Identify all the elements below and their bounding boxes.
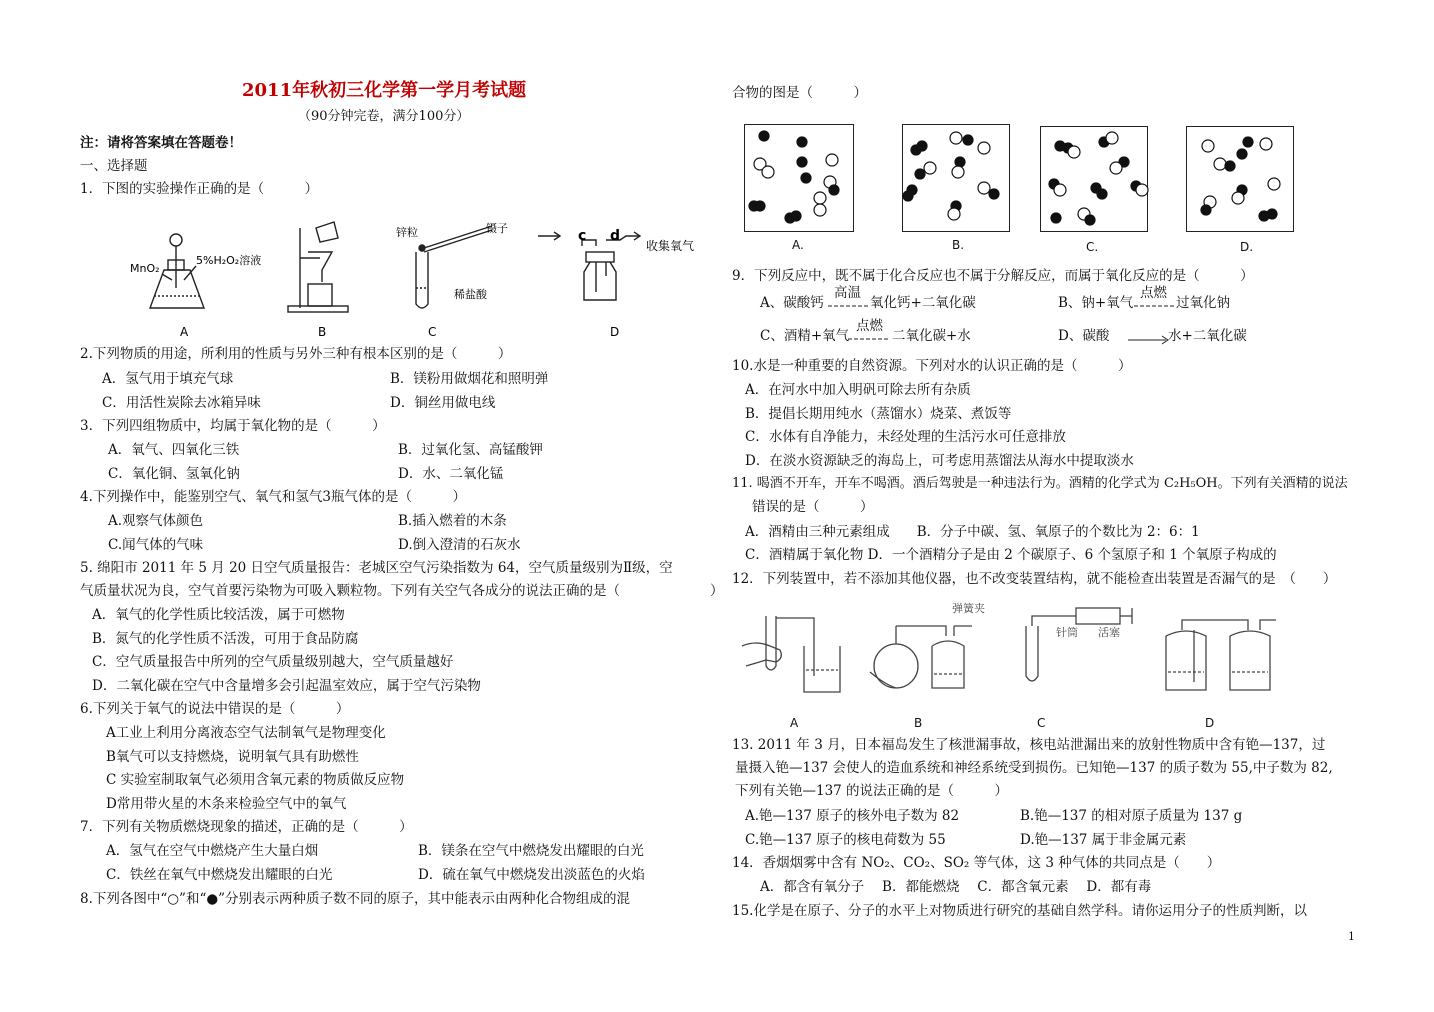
label-c: c [578,228,587,244]
q4-option-c: C.闻气体的气味 [108,537,204,553]
q2-option-b: B．镁粉用做烟花和照明弹 [390,371,549,387]
q3-option-b: B．过氧化氢、高锰酸钾 [398,442,543,458]
q3-option-a: A．氧气、四氧化三铁 [108,442,240,458]
q13-option-a: A.铯—137 原子的核外电子数为 82 [745,808,960,824]
q12-label-c: C [1037,716,1046,730]
q10-option-d: D．在淡水资源缺乏的海岛上，可考虑用蒸馏法从海水中提取淡水 [745,453,1134,469]
q2-option-d: D．铜丝用做电线 [390,395,496,411]
question-13-line-1: 13. 2011 年 3 月，日本福岛发生了核泄漏事故，核电站泄漏出来的放射性物质中含有铯—137，过 [732,737,1326,753]
page-title: 2011年秋初三化学第一学月考试题 [242,80,527,101]
gas-bottle-d-icon [538,232,640,300]
q7-option-c: C．铁丝在氧气中燃烧发出耀眼的白光 [106,867,333,883]
question-5-line-1: 5. 绵阳市 2011 年 5 月 20 日空气质量报告：老城区空气污染指数为 64，空气质量级别为Ⅱ级，空 [80,560,673,576]
q9-option-b-condition: 点燃 [1140,285,1167,301]
page-subtitle: （90分钟完卷，满分100分） [298,109,470,124]
q9-option-c-condition: 点燃 [856,318,883,334]
answer-note: 注：请将答案填在答题卷！ [80,135,242,151]
q9-option-a-right: 氧化钙+二氧化碳 [870,295,976,311]
q13-option-b: B.铯—137 的相对原子质量为 137 g [1020,808,1243,824]
question-13-line-2: 量摄入铯—137 会使人的造血系统和神经系统受到损伤。已知铯—137 的质子数为 55,中子数为 82, [735,760,1333,776]
question-6: 6.下列关于氧气的说法中错误的是（ ） [80,701,350,717]
question-12: 12．下列装置中，若不添加其他仪器，也不改变装置结构，就不能检查出装置是否漏气的是 （ ） [732,571,1337,587]
q3-option-d: D．水、二氧化锰 [398,466,504,482]
option-b-label: B [318,325,327,339]
option-d-label: D [610,325,620,339]
question-2: 2.下列物质的用途，所利用的性质与另外三种有根本区别的是（ ） [80,346,512,362]
clip-label: 弹簧夹 [952,602,985,615]
q10-option-b: B．提倡长期用纯水（蒸馏水）烧菜、煮饭等 [745,406,1012,422]
h2o2-label: 5%H₂O₂溶液 [196,254,262,267]
q12-label-a: A [790,716,799,730]
q7-option-d: D．硫在氧气中燃烧发出淡蓝色的火焰 [418,867,645,883]
q12-figure [736,596,1296,706]
q6-option-c: C 实验室制取氧气必须用含氧元素的物质做反应物 [106,772,405,788]
q13-option-d: D.铯—137 属于非金属元素 [1020,832,1187,848]
label-d: d [610,228,621,244]
barrel-label: 针筒 [1056,626,1078,639]
q5-option-a: A．氧气的化学性质比较活泼，属于可燃物 [92,607,345,623]
q9-d-arrow-icon [1128,335,1170,345]
option-c-label: C [428,325,437,339]
q5-option-b: B．氮气的化学性质不活泼，可用于食品防腐 [92,631,359,647]
zinc-label: 锌粒 [396,226,418,239]
q8-label-b: B. [952,238,965,252]
tweezers-label: 镊子 [486,222,508,235]
question-9: 9．下列反应中，既不属于化合反应也不属于分解反应，而属于氧化反应的是（ ） [732,268,1254,284]
q12-label-b: B [914,716,923,730]
q9-option-b-left: B、钠+氧气 [1058,295,1134,311]
question-5-paren: ） [710,583,724,599]
q8-label-c: C. [1086,240,1099,254]
q9-option-c-right: 二氧化碳+水 [892,328,971,344]
q9-option-a-left: A、碳酸钙 [760,295,824,311]
question-14: 14．香烟烟雾中含有 NO₂、CO₂、SO₂ 等气体，这 3 种气体的共同点是（ ） [732,855,1221,871]
page-number: 1 [1348,930,1355,943]
q9-option-d-right: 水+二氧化碳 [1168,328,1247,344]
q9-c-arrow-icon [848,335,892,343]
q4-option-d: D.倒入澄清的石灰水 [398,537,521,553]
q7-option-a: A．氢气在空气中燃烧产生大量白烟 [106,843,319,859]
q10-option-a: A．在河水中加入明矾可除去所有杂质 [745,382,971,398]
filter-stand-b-icon [288,222,348,312]
q12-label-d: D [1205,716,1215,730]
question-11-line-2: 错误的是（ ） [752,499,874,515]
mno2-label: MnO₂ [130,262,160,275]
q9-a-arrow-icon [828,302,870,310]
q14-options: A．都含有氧分子 B．都能燃烧 C．都含氧元素 D．都有毒 [760,879,1152,895]
q2-option-a: A．氢气用于填充气球 [102,371,234,387]
q4-option-b: B.插入燃着的木条 [398,513,507,529]
question-8: 8.下列各图中“○”和“●”分别表示两种质子数不同的原子，其中能表示由两种化合物组成的混 [80,891,631,907]
q3-option-c: C．氧化铜、氢氧化钠 [108,466,240,482]
q9-option-a-condition: 高温 [834,285,861,301]
hcl-label: 稀盐酸 [454,288,487,301]
q6-option-b: B氧气可以支持燃烧，说明氧气具有助燃性 [106,749,359,765]
question-15: 15.化学是在原子、分子的水平上对物质进行研究的基础自然学科。请你运用分子的性质判断，以 [732,903,1307,919]
question-8-continued: 合物的图是（ ） [732,85,867,101]
q2-option-c: C．用活性炭除去冰箱异味 [102,395,261,411]
collect-label: 收集氧气 [646,239,695,253]
q13-option-c: C.铯—137 原子的核电荷数为 55 [745,832,946,848]
q8-label-a: A. [792,238,804,252]
q6-option-d: D常用带火星的木条来检验空气中的氧气 [106,796,347,812]
q9-option-d-left: D、碳酸 [1058,328,1110,344]
question-10: 10.水是一种重要的自然资源。下列对水的认识正确的是（ ） [732,358,1132,374]
q9-option-c-left: C、酒精+氧气 [760,328,850,344]
piston-label: 活塞 [1098,626,1120,639]
q9-b-arrow-icon [1134,302,1176,310]
question-4: 4.下列操作中，能鉴别空气、氧气和氢气3瓶气体的是（ ） [80,489,466,505]
q11-options-cd: C．酒精属于氧化物 D．一个酒精分子是由 2 个碳原子、6 个氢原子和 1 个氧原子构成的 [745,547,1277,563]
q1-figure [120,208,720,348]
question-13-line-3: 下列有关铯—137 的说法正确的是（ ） [735,783,1009,799]
q7-option-b: B．镁条在空气中燃烧发出耀眼的白光 [418,843,644,859]
section-heading: 一、选择题 [80,158,148,174]
q11-options-ab: A．酒精由三种元素组成 B．分子中碳、氢、氧原子的个数比为 2：6：1 [745,524,1200,540]
q4-option-a: A.观察气体颜色 [108,513,204,529]
q5-option-c: C．空气质量报告中所列的空气质量级别越大，空气质量越好 [92,654,454,670]
question-7: 7．下列有关物质燃烧现象的描述，正确的是（ ） [80,819,413,835]
q6-option-a: A工业上利用分离液态空气法制氧气是物理变化 [106,725,386,741]
question-5-line-2: 气质量状况为良，空气首要污染物为可吸入颗粒物。下列有关空气各成分的说法正确的是（ [80,583,620,599]
question-1: 1．下图的实验操作正确的是（ ） [80,181,319,197]
q10-option-c: C．水体有自净能力，未经处理的生活污水可任意排放 [745,429,1066,445]
option-a-label: A [180,325,189,339]
q5-option-d: D．二氧化碳在空气中含量增多会引起温室效应，属于空气污染物 [92,678,481,694]
q8-label-d: D. [1240,240,1254,254]
q9-option-b-right: 过氧化钠 [1176,295,1230,311]
question-11-line-1: 11. 喝酒不开车，开车不喝酒。酒后驾驶是一种违法行为。酒精的化学式为 C₂H₅OH。下列有关酒精的说法 [732,476,1348,491]
question-3: 3．下列四组物质中，均属于氧化物的是（ ） [80,418,386,434]
q8-particles [744,124,1304,236]
